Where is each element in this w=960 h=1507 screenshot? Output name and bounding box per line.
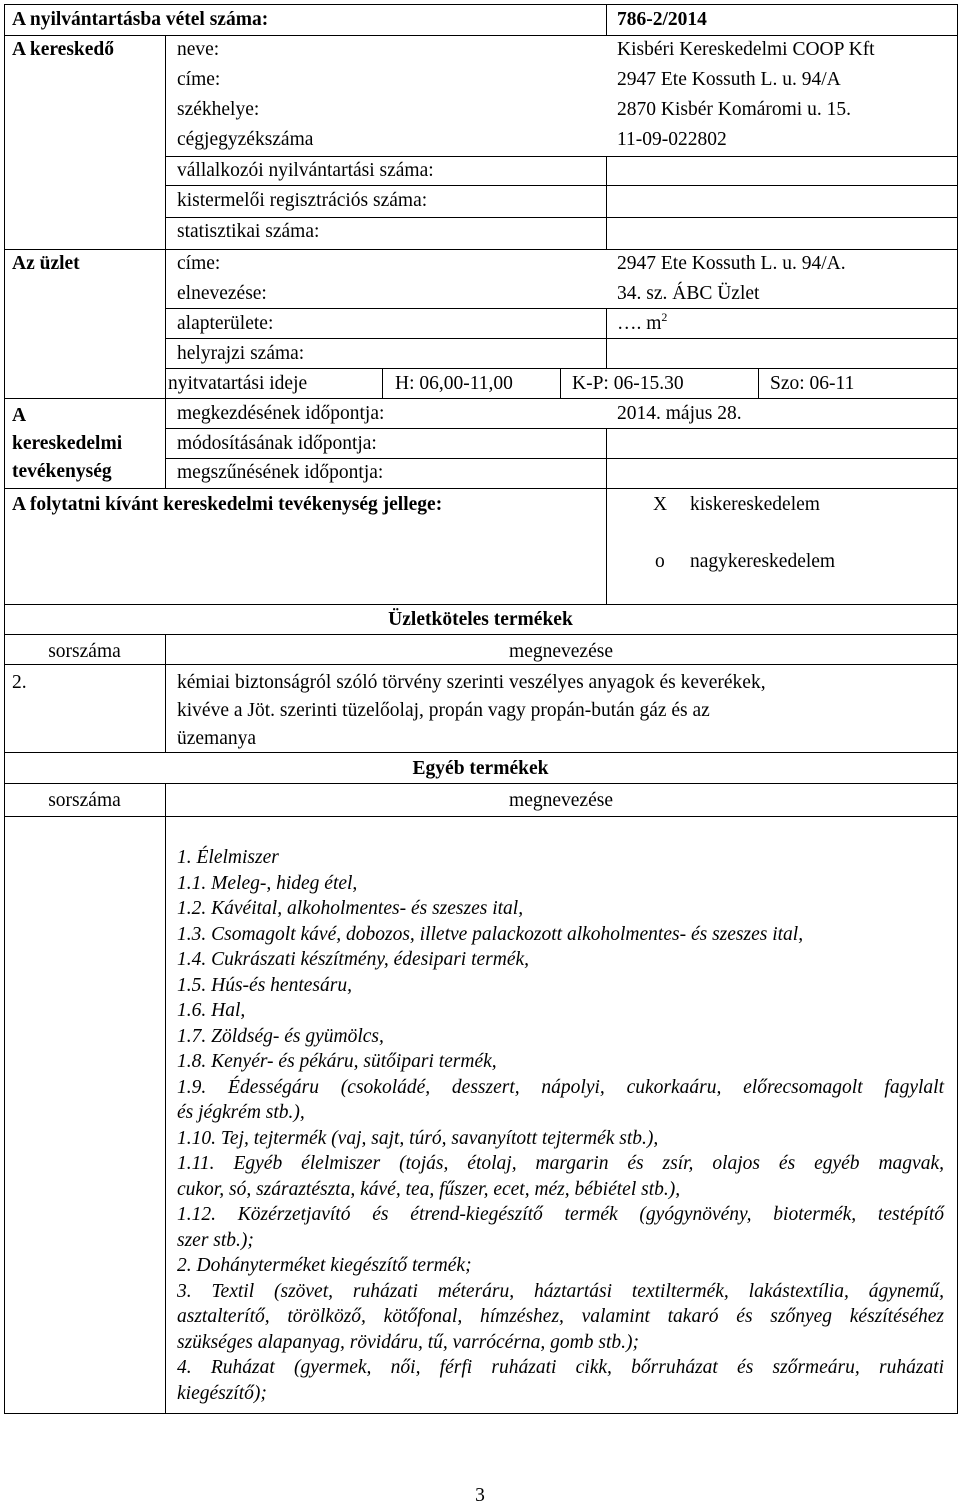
activity-end-label: megszűnésének időpontja: [177, 462, 384, 483]
licensed-row-text-3: üzemanya [177, 728, 257, 749]
opening-hours-saturday: Szo: 06-11 [770, 373, 855, 394]
statistical-number-label: statisztikai száma: [177, 221, 320, 242]
activity-nature-label: A folytatni kívánt kereskedelmi tevékenység jellege: [12, 494, 443, 515]
table-border-bottom [4, 1413, 957, 1414]
row-divider [4, 488, 957, 489]
activity-label-line2: kereskedelmi [12, 433, 123, 454]
list-item: 4. Ruházat (gyermek, női, férfi ruházati cikk, bőrruházat és szőrmeáru, ruházati [177, 1357, 944, 1378]
company-reg-value: 11-09-022802 [617, 129, 727, 150]
retail-checkbox-mark: X [653, 494, 668, 515]
company-reg-label: cégjegyzékszáma [177, 129, 314, 150]
opening-hours-weekdays: K-P: 06-15.30 [572, 373, 684, 394]
licensed-products-title: Üzletköteles termékek [388, 609, 573, 630]
col-divider [382, 368, 383, 398]
activity-label-line3: tevékenység [12, 461, 112, 482]
merchant-seat-label: székhelye: [177, 99, 260, 120]
merchant-address-value: 2947 Ete Kossuth L. u. 94/A [617, 69, 841, 90]
col-divider [606, 308, 607, 368]
col-divider [758, 368, 759, 398]
shop-name-label: elnevezése: [177, 283, 267, 304]
merchant-section-label: A kereskedő [12, 39, 115, 60]
other-col-name: megnevezése [509, 790, 613, 811]
smallholder-number-label: kistermelői regisztrációs száma: [177, 190, 428, 211]
row-divider [4, 783, 957, 784]
row-divider [165, 156, 957, 157]
row-divider [4, 816, 957, 817]
shop-area-unit-exponent: 2 [661, 310, 668, 324]
merchant-name-value: Kisbéri Kereskedelmi COOP Kft [617, 39, 875, 60]
shop-address-value: 2947 Ete Kossuth L. u. 94/A. [617, 253, 846, 274]
row-divider [165, 308, 957, 309]
table-border-right [957, 4, 958, 1414]
activity-label-line1: A [12, 405, 27, 426]
page-number: 3 [475, 1485, 485, 1506]
parcel-number-label: helyrajzi száma: [177, 343, 305, 364]
col-divider [165, 398, 166, 488]
other-col-number: sorszáma [48, 790, 121, 811]
list-item: 1.12. Közérzetjavító és étrend-kiegészítő termék (gyógynövény, biotermék, testépítő [177, 1204, 944, 1225]
opening-hours-monday: H: 06,00-11,00 [395, 373, 513, 394]
list-item: szükséges alapanyag, rövidáru, tű, varrócérna, gomb stb.); [177, 1331, 639, 1353]
registration-label: A nyilvántartásba vétel száma: [12, 9, 269, 30]
list-item: asztalterítő, törölköző, kötőfonal, hímzéshez, valamint takaró és szőnyeg készítéséhez [177, 1306, 944, 1327]
row-divider [165, 338, 957, 339]
list-item: 1.5. Hús-és hentesáru, [177, 974, 352, 996]
merchant-address-label: címe: [177, 69, 221, 90]
table-border-left [4, 4, 5, 1414]
col-divider [606, 488, 607, 604]
other-products-list [177, 845, 944, 1406]
opening-hours-label: nyitvatartási ideje [168, 373, 308, 394]
list-item: 1.9. Édességáru (csokoládé, desszert, nápolyi, cukorkaáru, előrecsomagolt fagylalt [177, 1076, 944, 1098]
row-divider [165, 458, 957, 459]
list-item: 1.10. Tej, tejtermék (vaj, sajt, túró, savanyított tejtermék stb.), [177, 1127, 659, 1149]
col-divider [606, 156, 607, 249]
licensed-row-text-1: kémiai biztonságról szóló törvény szerinti veszélyes anyagok és keverékek, [177, 672, 766, 693]
list-item: 1. Élelmiszer [177, 847, 279, 868]
col-divider [165, 783, 166, 1413]
list-item: 1.11. Egyéb élelmiszer (tojás, étolaj, margarin és zsír, olajos és egyéb magvak, [177, 1153, 944, 1174]
list-item: 1.3. Csomagolt kávé, dobozos, illetve palackozott alkoholmentes- és szeszes ital, [177, 923, 804, 945]
row-divider [4, 35, 957, 36]
list-item: kiegészítő); [177, 1382, 267, 1404]
row-divider [165, 428, 957, 429]
col-divider [606, 4, 607, 35]
table-border-top [4, 4, 957, 5]
row-divider [4, 604, 957, 605]
shop-area-label: alapterülete: [177, 313, 274, 334]
list-item: 1.1. Meleg-, hideg étel, [177, 872, 358, 894]
wholesale-label: nagykereskedelem [690, 551, 836, 572]
list-item: 1.6. Hal, [177, 1000, 246, 1021]
col-divider [560, 368, 561, 398]
shop-address-label: címe: [177, 253, 221, 274]
list-item: szer stb.); [177, 1229, 254, 1251]
row-divider [4, 398, 957, 399]
activity-start-value: 2014. május 28. [617, 403, 742, 424]
list-item: 1.7. Zöldség- és gyümölcs, [177, 1025, 384, 1047]
row-divider [4, 752, 957, 753]
shop-section-label: Az üzlet [12, 253, 80, 274]
licensed-col-name: megnevezése [509, 641, 613, 662]
list-item: cukor, só, száraztészta, kávé, tea, fűszer, ecet, méz, bébiétel stb.), [177, 1178, 681, 1200]
shop-name-value: 34. sz. ÁBC Üzlet [617, 283, 760, 304]
row-divider [165, 368, 957, 369]
licensed-col-number: sorszáma [48, 641, 121, 662]
licensed-row-number: 2. [12, 672, 27, 693]
list-item: 1.8. Kenyér- és pékáru, sütőipari termék, [177, 1051, 497, 1072]
registration-number: 786-2/2014 [617, 9, 707, 30]
entrepreneur-number-label: vállalkozói nyilvántartási száma: [177, 160, 434, 181]
list-item: és jégkrém stb.), [177, 1102, 305, 1123]
merchant-seat-value: 2870 Kisbér Komáromi u. 15. [617, 99, 851, 120]
activity-start-label: megkezdésének időpontja: [177, 403, 385, 424]
merchant-name-label: neve: [177, 39, 220, 60]
list-item: 1.2. Kávéital, alkoholmentes- és szeszes ital, [177, 898, 524, 919]
row-divider [165, 217, 957, 218]
list-item: 3. Textil (szövet, ruházati méteráru, háztartási textiltermék, lakástextília, ágynemű, [177, 1280, 944, 1302]
list-item: 2. Dohányterméket kiegészítő termék; [177, 1255, 472, 1276]
row-divider [165, 185, 957, 186]
list-item: 1.4. Cukrászati készítmény, édesipari termék, [177, 949, 530, 970]
row-divider [4, 249, 957, 250]
shop-area-text: …. m [617, 313, 662, 334]
other-products-title: Egyéb termékek [412, 758, 549, 779]
row-divider [4, 634, 957, 635]
licensed-row-text-2: kivéve a Jöt. szerinti tüzelőolaj, propán vagy propán-bután gáz és az [177, 700, 710, 721]
retail-label: kiskereskedelem [690, 494, 820, 515]
wholesale-checkbox-mark: o [655, 551, 665, 572]
col-divider [606, 428, 607, 488]
activity-modify-label: módosításának időpontja: [177, 433, 377, 454]
shop-area-value [617, 310, 668, 335]
row-divider [4, 664, 957, 665]
